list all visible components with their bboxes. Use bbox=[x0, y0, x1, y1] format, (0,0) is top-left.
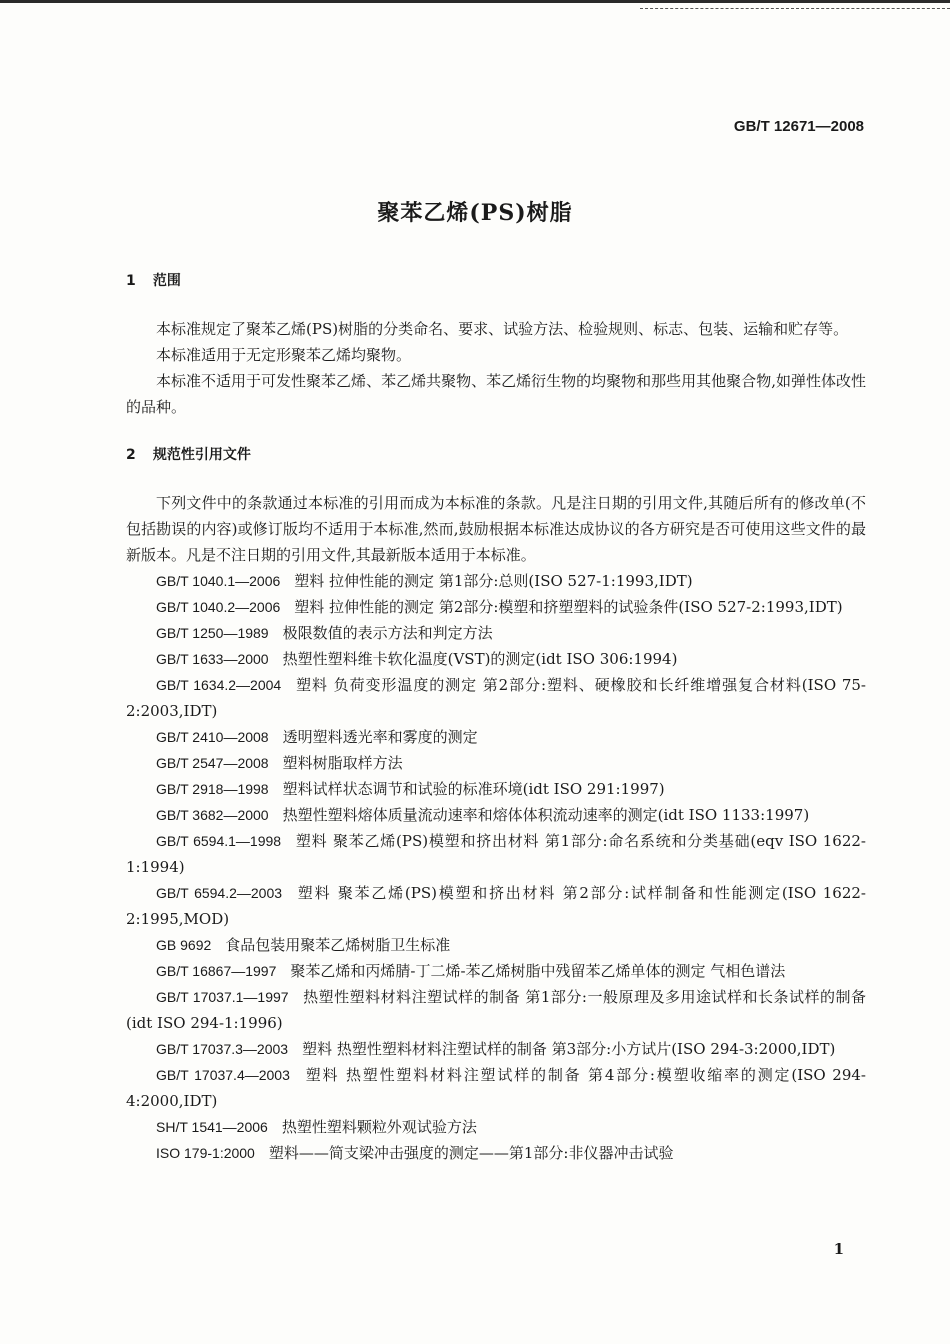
reference-code: GB/T 17037.4—2003 bbox=[156, 1067, 290, 1083]
reference-code: GB/T 17037.1—1997 bbox=[156, 989, 289, 1005]
reference-code: GB/T 16867—1997 bbox=[156, 963, 277, 979]
reference-code: GB/T 6594.1—1998 bbox=[156, 833, 282, 849]
paragraph-intro: 下列文件中的条款通过本标准的引用而成为本标准的条款。凡是注日期的引用文件,其随后所有的修改单(不包括勘误的内容)或修订版均不适用于本标准,然而,鼓励根据本标准达成协议的各方研究是否可使用这些文件的最新版本。凡是不注日期的引用文件,其最新版本适用于本标准。 bbox=[126, 494, 866, 564]
reference-item bbox=[126, 750, 866, 776]
reference-item bbox=[126, 672, 866, 724]
reference-code: GB 9692 bbox=[156, 937, 212, 953]
reference-title: 塑料 拉伸性能的测定 第2部分:模塑和挤塑塑料的试验条件(ISO 527-2:1993,IDT) bbox=[294, 598, 843, 616]
reference-item bbox=[126, 984, 866, 1036]
reference-title: 食品包装用聚苯乙烯树脂卫生标准 bbox=[225, 936, 451, 954]
reference-title: 热塑性塑料材料注塑试样的制备 第1部分:一般原理及多用途试样和长条试样的制备(idt ISO 294-1:1996) bbox=[126, 988, 866, 1032]
reference-item bbox=[126, 802, 866, 828]
reference-title: 塑料——简支梁冲击强度的测定——第1部分:非仪器冲击试验 bbox=[268, 1144, 674, 1162]
reference-code: GB/T 2547—2008 bbox=[156, 755, 269, 771]
paragraph: 本标准规定了聚苯乙烯(PS)树脂的分类命名、要求、试验方法、检验规则、标志、包装、运输和贮存等。 bbox=[156, 320, 849, 338]
reference-code: GB/T 1040.2—2006 bbox=[156, 599, 281, 615]
section-heading-scope bbox=[126, 268, 866, 294]
section-number: 1 bbox=[126, 273, 136, 289]
reference-item bbox=[126, 1140, 866, 1166]
reference-item bbox=[126, 1062, 866, 1114]
reference-title: 塑料 负荷变形温度的测定 第2部分:塑料、硬橡胶和长纤维增强复合材料(ISO 75-2:2003,IDT) bbox=[126, 676, 866, 720]
reference-code: GB/T 17037.3—2003 bbox=[156, 1041, 289, 1057]
section-title: 范围 bbox=[152, 273, 181, 289]
document-body bbox=[126, 268, 866, 1166]
reference-list bbox=[126, 568, 866, 1166]
reference-item bbox=[126, 776, 866, 802]
reference-code: GB/T 1250—1989 bbox=[156, 625, 269, 641]
reference-item bbox=[126, 880, 866, 932]
reference-item bbox=[126, 646, 866, 672]
scan-border-dashed bbox=[640, 0, 950, 9]
reference-code: SH/T 1541—2006 bbox=[156, 1119, 268, 1135]
reference-title: 热塑性塑料熔体质量流动速率和熔体体积流动速率的测定(idt ISO 1133:1997) bbox=[282, 806, 810, 824]
reference-title: 塑料 聚苯乙烯(PS)模塑和挤出材料 第1部分:命名系统和分类基础(eqv ISO 1622-1:1994) bbox=[126, 832, 866, 876]
section-title: 规范性引用文件 bbox=[152, 447, 251, 463]
reference-code: GB/T 2410—2008 bbox=[156, 729, 269, 745]
reference-item bbox=[126, 828, 866, 880]
reference-title: 透明塑料透光率和雾度的测定 bbox=[282, 728, 478, 746]
reference-item bbox=[126, 1114, 866, 1140]
reference-title: 聚苯乙烯和丙烯腈-丁二烯-苯乙烯树脂中残留苯乙烯单体的测定 气相色谱法 bbox=[290, 962, 786, 980]
reference-code: GB/T 1040.1—2006 bbox=[156, 573, 281, 589]
reference-title: 塑料树脂取样方法 bbox=[282, 754, 403, 772]
reference-code: GB/T 1633—2000 bbox=[156, 651, 269, 667]
reference-item bbox=[126, 724, 866, 750]
reference-title: 塑料 热塑性塑料材料注塑试样的制备 第4部分:模塑收缩率的测定(ISO 294-4:2000,IDT) bbox=[126, 1066, 866, 1110]
section-number: 2 bbox=[126, 447, 136, 463]
reference-item bbox=[126, 932, 866, 958]
reference-item bbox=[126, 1036, 866, 1062]
document-title: 聚苯乙烯(PS)树脂 bbox=[377, 200, 573, 226]
reference-code: GB/T 2918—1998 bbox=[156, 781, 269, 797]
reference-code: ISO 179-1:2000 bbox=[156, 1145, 255, 1161]
standard-number: GB/T 12671—2008 bbox=[733, 118, 864, 135]
page-number: 1 bbox=[833, 1240, 844, 1258]
reference-title: 塑料 热塑性塑料材料注塑试样的制备 第3部分:小方试片(ISO 294-3:2000,IDT) bbox=[302, 1040, 836, 1058]
reference-code: GB/T 6594.2—2003 bbox=[156, 885, 283, 901]
reference-item bbox=[126, 568, 866, 594]
reference-item bbox=[126, 594, 866, 620]
reference-title: 塑料试样状态调节和试验的标准环境(idt ISO 291:1997) bbox=[282, 780, 665, 798]
section-heading-references bbox=[126, 442, 866, 468]
reference-item bbox=[126, 620, 866, 646]
reference-title: 极限数值的表示方法和判定方法 bbox=[282, 624, 493, 642]
reference-title: 塑料 聚苯乙烯(PS)模塑和挤出材料 第2部分:试样制备和性能测定(ISO 1622-2:1995,MOD) bbox=[126, 884, 866, 928]
reference-title: 塑料 拉伸性能的测定 第1部分:总则(ISO 527-1:1993,IDT) bbox=[294, 572, 693, 590]
reference-title: 热塑性塑料维卡软化温度(VST)的测定(idt ISO 306:1994) bbox=[282, 650, 678, 668]
reference-code: GB/T 1634.2—2004 bbox=[156, 677, 282, 693]
reference-title: 热塑性塑料颗粒外观试验方法 bbox=[281, 1118, 477, 1136]
reference-item bbox=[126, 958, 866, 984]
reference-code: GB/T 3682—2000 bbox=[156, 807, 269, 823]
paragraph: 本标准不适用于可发性聚苯乙烯、苯乙烯共聚物、苯乙烯衍生物的均聚物和那些用其他聚合物,如弹性体改性的品种。 bbox=[126, 372, 866, 416]
paragraph: 本标准适用于无定形聚苯乙烯均聚物。 bbox=[156, 346, 412, 364]
